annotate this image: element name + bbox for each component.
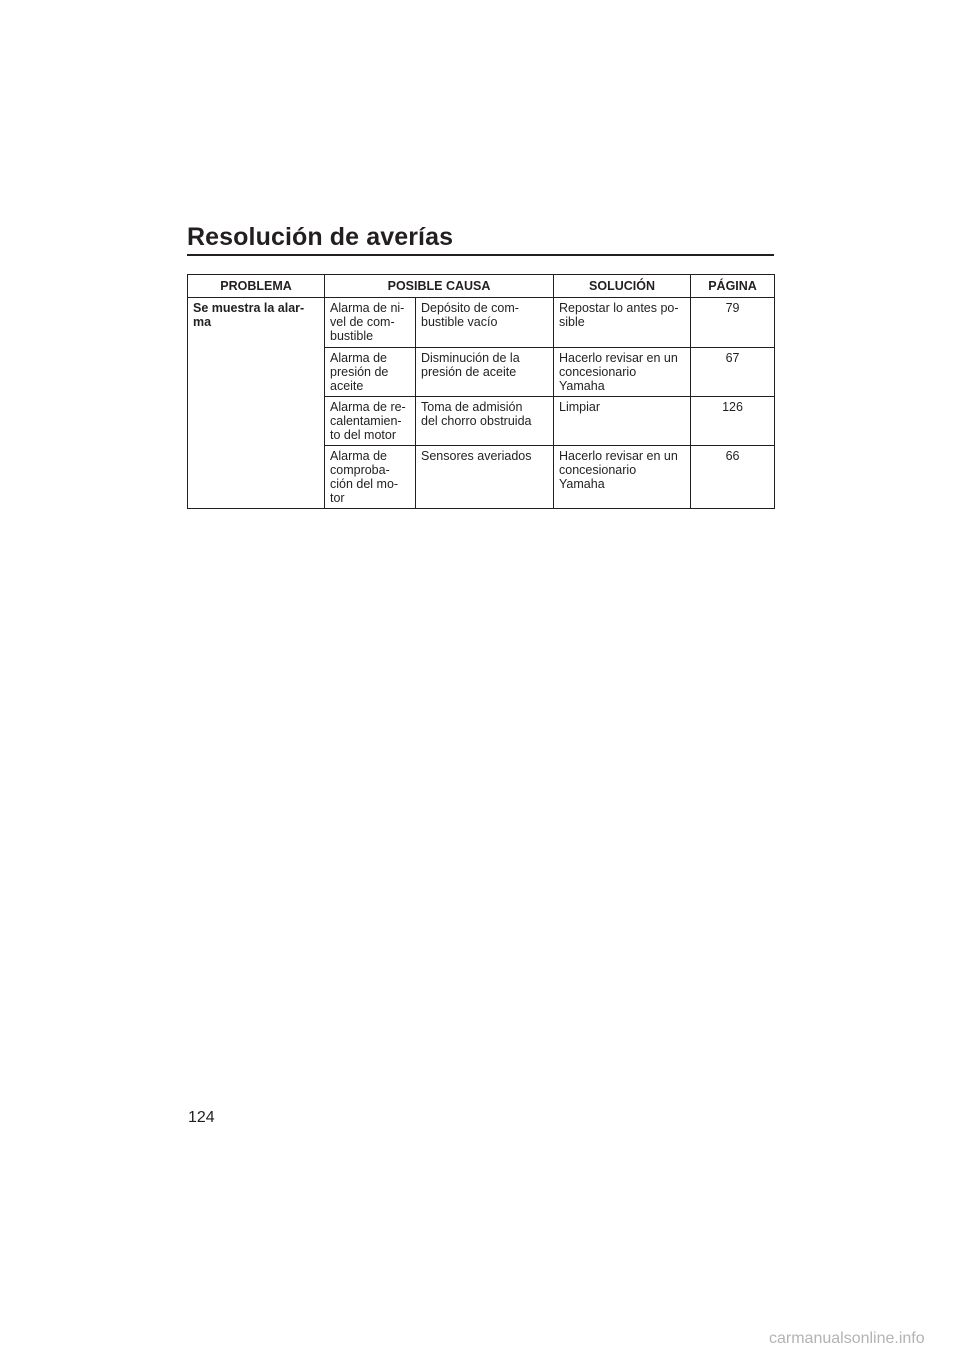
solution-cell: Repostar lo antes po- sible [554,298,691,348]
cause-detail-cell: Sensores averiados [416,446,554,509]
table-header-row [188,275,775,298]
header-solution: SOLUCIÓN [554,275,691,298]
header-problem: PROBLEMA [188,275,325,298]
header-page: PÁGINA [691,275,775,298]
table-row [188,298,775,348]
solution-cell: Hacerlo revisar en un concesionario Yamaha [554,446,691,509]
problem-cell: Se muestra la alar- ma [188,298,325,509]
troubleshooting-table [187,274,775,509]
page-ref-cell: 66 [691,446,775,509]
title-divider [187,254,774,256]
header-cause: POSIBLE CAUSA [325,275,554,298]
page-title: Resolución de averías [187,223,454,251]
cause-alarm-cell: Alarma de re- calentamien- to del motor [325,397,416,446]
solution-cell: Limpiar [554,397,691,446]
watermark[interactable]: carmanualsonline.info [769,1330,925,1347]
page-ref-cell: 79 [691,298,775,348]
page-ref-cell: 67 [691,348,775,397]
cause-detail-cell: Disminución de la presión de aceite [416,348,554,397]
page-number: 124 [188,1109,215,1126]
cause-alarm-cell: Alarma de ni- vel de com- bustible [325,298,416,348]
cause-alarm-cell: Alarma de comproba- ción del mo- tor [325,446,416,509]
page-ref-cell: 126 [691,397,775,446]
cause-detail-cell: Depósito de com- bustible vacío [416,298,554,348]
cause-alarm-cell: Alarma de presión de aceite [325,348,416,397]
solution-cell: Hacerlo revisar en un concesionario Yamaha [554,348,691,397]
cause-detail-cell: Toma de admisión del chorro obstruida [416,397,554,446]
